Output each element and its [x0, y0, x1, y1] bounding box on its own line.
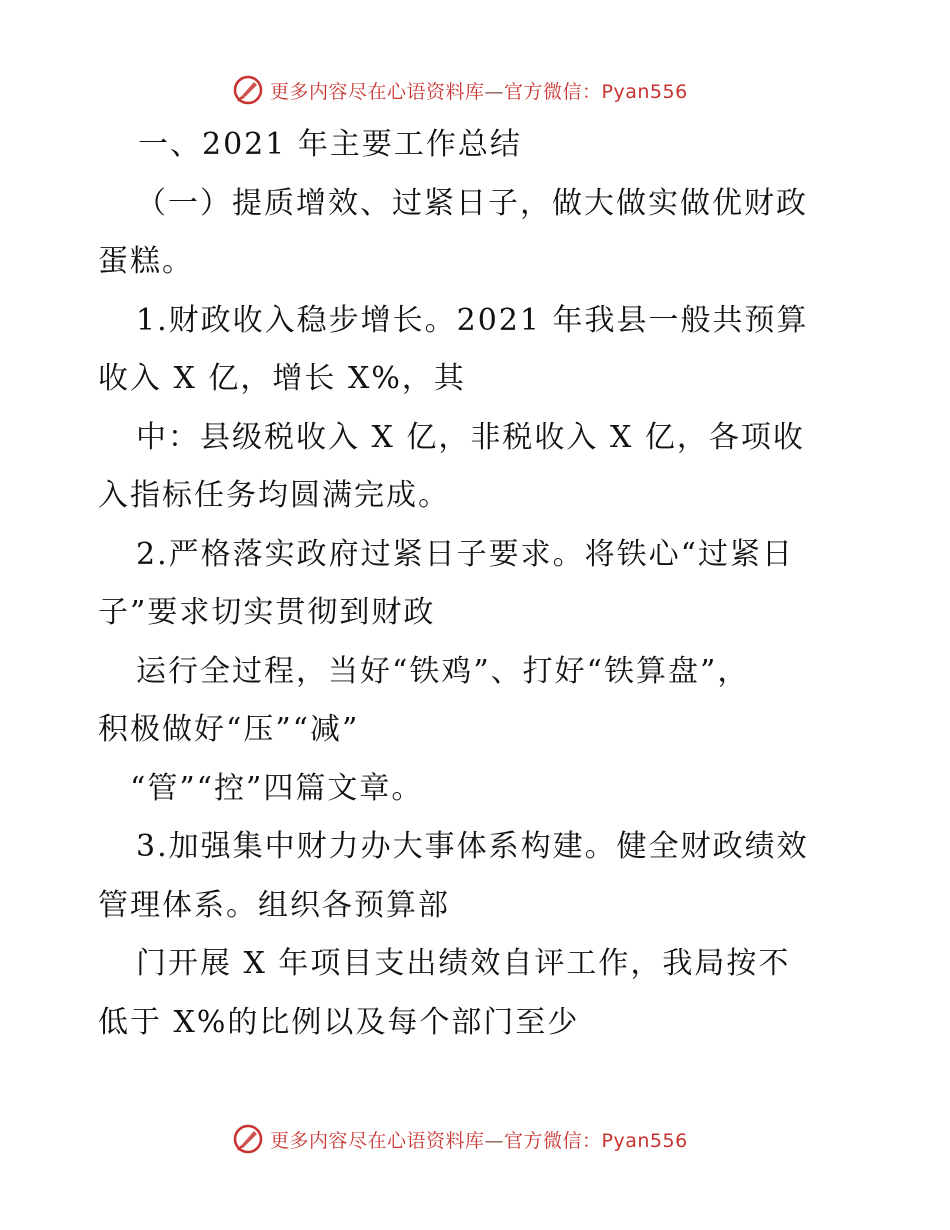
paragraph-line: 中：县级税收入 X 亿，非税收入 X 亿，各项收	[136, 420, 805, 455]
paragraph-line: 收入 X 亿，增长 X%，其	[98, 361, 466, 396]
watermark-text: 更多内容尽在心语资料库—官方微信：Pyan556	[270, 80, 688, 103]
paragraph-line: 入指标任务均圆满完成。	[98, 478, 450, 513]
paragraph-line: 2.严格落实政府过紧日子要求。将铁心“过紧日	[136, 537, 794, 572]
paragraph-line: “管”“控”四篇文章。	[130, 771, 424, 806]
feather-pen-logo-icon	[232, 74, 264, 106]
paragraph-line: 低于 X%的比例以及每个部门至少	[98, 1005, 580, 1040]
watermark-header	[232, 72, 688, 108]
paragraph-line: 运行全过程，当好“铁鸡”、打好“铁算盘”，	[136, 654, 750, 689]
paragraph-line: 子”要求切实贯彻到财政	[98, 595, 436, 630]
feather-pen-logo-icon	[232, 1123, 264, 1155]
paragraph-line: 管理体系。组织各预算部	[98, 888, 450, 923]
watermark-text: 更多内容尽在心语资料库—官方微信：Pyan556	[270, 1129, 688, 1152]
section-heading: 一、2021 年主要工作总结	[138, 127, 522, 162]
paragraph-line: 门开展 X 年项目支出绩效自评工作，我局按不	[136, 946, 791, 981]
paragraph-line: 1.财政收入稳步增长。2021 年我县一般共预算	[136, 303, 809, 338]
subsection-heading: （一）提质增效、过紧日子，做大做实做优财政	[136, 186, 808, 221]
paragraph-line: 积极做好“压”“减”	[98, 712, 360, 747]
paragraph-line: 3.加强集中财力办大事体系构建。健全财政绩效	[136, 829, 809, 864]
paragraph-line: 蛋糕。	[98, 244, 194, 279]
watermark-footer	[232, 1121, 688, 1157]
